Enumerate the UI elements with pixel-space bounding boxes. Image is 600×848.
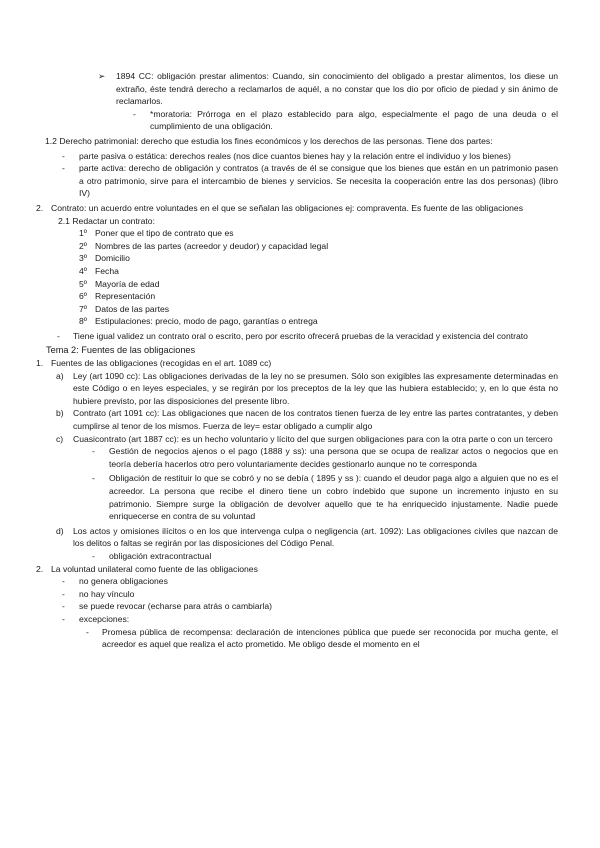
list-item bbox=[0, 330, 600, 343]
arrow-bullet-icon: ➢ bbox=[98, 71, 106, 81]
list-item bbox=[0, 150, 600, 163]
dash-bullet: - bbox=[62, 601, 65, 612]
restituir-text: Obligación de restituir lo que se cobró y no se debía ( 1895 y ss ): cuando el deudor paga algo a alguien que no es el acreedor. La persona que recibe el dinero tiene un cobro indebido que supone un incremento injusto en su patrimonio. Siempre surge la obligación de devolver aquello que te ha enriquecido injustamente. Nadie puede enriquecerse en contra de su voluntad bbox=[109, 473, 558, 522]
list-item-text: excepciones: bbox=[79, 613, 130, 624]
list-number: 2. bbox=[36, 202, 44, 213]
extracontractual-text: obligación extracontractual bbox=[109, 550, 212, 561]
ordinal-marker: 1º bbox=[79, 228, 87, 239]
list-item bbox=[0, 240, 600, 253]
ordinal-marker: 6º bbox=[79, 291, 87, 302]
step-text: Domicilio bbox=[95, 253, 130, 264]
list-item bbox=[0, 600, 600, 613]
ordinal-marker: 8º bbox=[79, 316, 87, 327]
dash-bullet: - bbox=[62, 150, 65, 161]
section-2-contrato bbox=[0, 202, 600, 215]
section-1-2-text: 1.2 Derecho patrimonial: derecho que estudia los fines económicos y los derechos de las personas. Tiene dos partes: bbox=[45, 135, 493, 146]
gestion-text: Gestión de negocios ajenos o el pago (1888 y ss): una persona que se ocupa de realizar actos o negocios que en teoría debería hacerlos otro pero voluntariamente decides gestionarlo aunque no te corresponda bbox=[109, 446, 558, 469]
item-a-text: Ley (art 1090 cc): Las obligaciones derivadas de la ley no se presumen. Sólo son exigibles las expresamente determinadas en este Código o en leyes especiales, y se regirán por los preceptos de la ley que las hubiera establecido; y, en lo que ésta no hubiere previsto, por las disposiciones del presente libro. bbox=[73, 370, 558, 406]
list-number: 1. bbox=[36, 358, 44, 369]
dash-bullet: - bbox=[92, 473, 95, 484]
item-b-text: Contrato (art 1091 cc): Las obligaciones que nacen de los contratos tienen fuerza de ley entre las partes contratantes, y deben cumplirse al tenor de los mismos. Fuerza de ley= estar obligado a cumplir algo bbox=[73, 408, 558, 432]
moratoria-item bbox=[0, 108, 600, 133]
list-item bbox=[0, 278, 600, 291]
list-item bbox=[0, 290, 600, 303]
item-c-text: Cuasicontrato (art 1887 cc): es un hecho voluntario y lícito del que surgen obligaciones para con la otra parte o con un tercero bbox=[73, 433, 553, 444]
list-item-text: no hay vínculo bbox=[79, 588, 135, 599]
step-text: Estipulaciones: precio, modo de pago, garantías o entrega bbox=[95, 316, 318, 327]
list-item bbox=[0, 227, 600, 240]
ordinal-marker: 7º bbox=[79, 303, 87, 314]
list-item-text: parte pasiva o estática: derechos reales (nos dice cuantos bienes hay y la relación entre el individuo y los bienes) bbox=[79, 150, 511, 161]
voluntad-text: La voluntad unilateral como fuente de las obligaciones bbox=[51, 563, 258, 574]
art-1894-item bbox=[0, 70, 600, 108]
step-text: Fecha bbox=[95, 265, 119, 276]
list-item bbox=[0, 563, 600, 576]
dash-bullet: - bbox=[62, 163, 65, 174]
list-item bbox=[0, 575, 600, 588]
list-item bbox=[0, 357, 600, 370]
tema-2-title: Tema 2: Fuentes de las obligaciones bbox=[46, 345, 196, 356]
dash-bullet: - bbox=[86, 626, 89, 637]
list-item bbox=[0, 315, 600, 328]
step-text: Representación bbox=[95, 291, 156, 302]
list-item bbox=[0, 472, 600, 522]
section-2-text: Contrato: un acuerdo entre voluntades en el que se señalan las obligaciones ej: compraventa. Es fuente de las obligaciones bbox=[51, 202, 524, 213]
list-item bbox=[0, 445, 600, 470]
step-text: Nombres de las partes (acreedor y deudor) y capacidad legal bbox=[95, 240, 329, 251]
list-item bbox=[0, 588, 600, 601]
list-item bbox=[0, 550, 600, 563]
list-item bbox=[0, 303, 600, 316]
list-item-text: no genera obligaciones bbox=[79, 576, 168, 587]
item-d-actos-ilicitos bbox=[0, 525, 600, 550]
dash-bullet: - bbox=[62, 613, 65, 624]
dash-bullet: - bbox=[62, 588, 65, 599]
letter-marker: c) bbox=[56, 433, 64, 444]
subsection-2-1-title: 2.1 Redactar un contrato: bbox=[58, 215, 155, 226]
ordinal-marker: 4º bbox=[79, 265, 87, 276]
item-c-cuasicontrato bbox=[0, 433, 600, 446]
letter-marker: d) bbox=[56, 525, 64, 536]
step-text: Datos de las partes bbox=[95, 303, 170, 314]
ordinal-marker: 2º bbox=[79, 240, 87, 251]
letter-marker: b) bbox=[56, 408, 64, 419]
list-item bbox=[0, 162, 600, 200]
document-page bbox=[0, 70, 600, 651]
list-item-text: parte activa: derecho de obligación y contratos (a través de él se consigue que los bienes que están en un patrimonio pasen a otro patrimonio, sirve para el intercambio de bienes y servicios. Se necesita la cooperación entre las dos personas) (libro IV) bbox=[79, 163, 558, 199]
list-item bbox=[0, 626, 600, 651]
dash-bullet: - bbox=[62, 576, 65, 587]
ordinal-marker: 5º bbox=[79, 278, 87, 289]
dash-bullet: - bbox=[92, 446, 95, 457]
dash-bullet: - bbox=[57, 330, 60, 341]
note-text: Tiene igual validez un contrato oral o escrito, pero por escrito ofrecerá pruebas de la veracidad y existencia del contrato bbox=[73, 330, 528, 341]
section-1-2 bbox=[0, 135, 600, 148]
subsection-2-1 bbox=[0, 215, 600, 228]
dash-bullet: - bbox=[133, 108, 136, 119]
letter-marker: a) bbox=[56, 370, 64, 381]
art-1894-text: 1894 CC: obligación prestar alimentos: Cuando, sin conocimiento del obligado a prestar alimentos, los diese un extraño, éste tendrá derecho a reclamarlos de aquél, a no constar que los dio por oficio de piedad y sin ánimo de reclamarlos. bbox=[116, 71, 558, 107]
ordinal-marker: 3º bbox=[79, 253, 87, 264]
list-item bbox=[0, 613, 600, 626]
fuentes-text: Fuentes de las obligaciones (recogidas en el art. 1089 cc) bbox=[51, 358, 272, 369]
list-number: 2. bbox=[36, 563, 44, 574]
list-item-text: se puede revocar (echarse para atrás o cambiarla) bbox=[79, 601, 272, 612]
step-text: Mayoría de edad bbox=[95, 278, 160, 289]
step-text: Poner que el tipo de contrato que es bbox=[95, 228, 234, 239]
item-d-text: Los actos y omisiones ilícitos o en los que intervenga culpa o negligencia (art. 1092): Las obligaciones civiles que nazcan de los delitos o faltas se regirán por las disposiciones del Código Penal. bbox=[73, 525, 558, 549]
item-a-ley bbox=[0, 370, 600, 408]
item-b-contrato bbox=[0, 407, 600, 432]
list-item bbox=[0, 265, 600, 278]
moratoria-text: *moratoria: Prórroga en el plazo establecido para algo, especialmente el pago de una deuda o el cumplimiento de una obligación. bbox=[150, 108, 558, 132]
dash-bullet: - bbox=[92, 550, 95, 561]
list-item bbox=[0, 252, 600, 265]
tema-2-heading bbox=[0, 344, 600, 357]
promesa-text: Promesa pública de recompensa: declaración de intenciones pública que puede ser reconocida por mucha gente, el acreedor es aquel que realiza el acto prometido. Me obligo desde el momento en el bbox=[102, 626, 558, 650]
